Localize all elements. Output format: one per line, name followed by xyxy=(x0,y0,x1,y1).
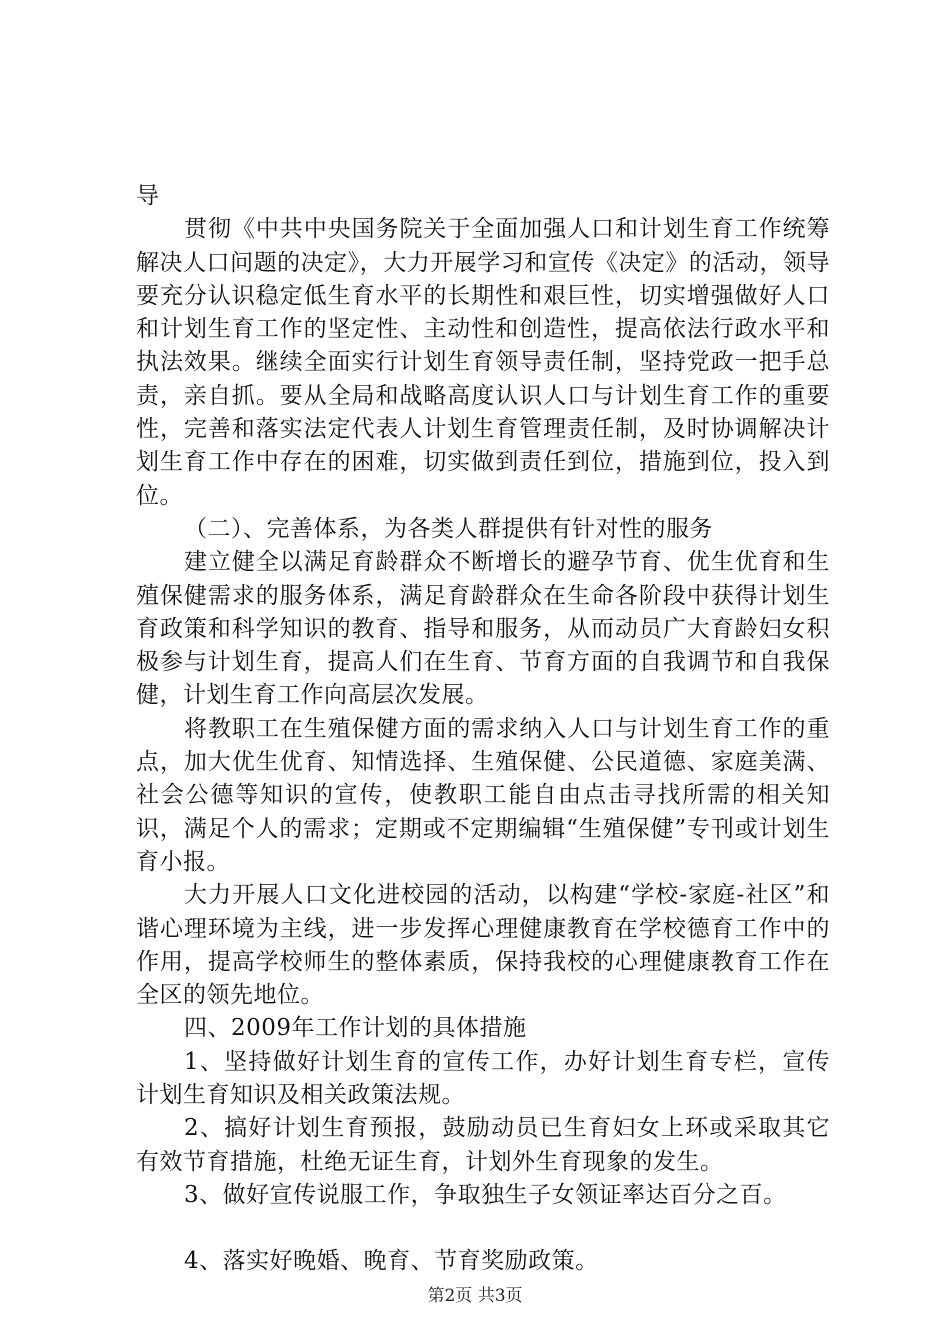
list-item-2: 2、搞好计划生育预报，鼓励动员已生育妇女上环或采取其它有效节育措施，杜绝无证生育，计划外生育现象的发生。 xyxy=(136,1115,830,1175)
paragraph-fragment: 导 xyxy=(136,183,160,209)
section-heading-service-system: （二）、完善体系，为各类人群提供有针对性的服务 xyxy=(184,515,713,542)
document-body xyxy=(136,180,830,1279)
paragraph-population-culture: 大力开展人口文化进校园的活动，以构建“学校-家庭-社区”和谐心理环境为主线，进一步发挥心理健康教育在学校德育工作中的作用，提高学校师生的整体素质，保持我校的心理健康教育工作在全区的领先地位。 xyxy=(136,882,830,1009)
page-number: 第2页 共3页 xyxy=(427,1286,523,1306)
list-item-1: 1、坚持做好计划生育的宣传工作，办好计划生育专栏，宣传计划生育知识及相关政策法规。 xyxy=(136,1048,830,1109)
paragraph-service-system: 建立健全以满足育龄群众不断增长的避孕节育、优生优育和生殖保健需求的服务体系，满足育龄群众在生命各阶段中获得计划生育政策和科学知识的教育、指导和服务，从而动员广大育龄妇女积极参与计划生育，提高人们在生育、节育方面的自我调节和自我保健，计划生育工作向高层次发展。 xyxy=(136,549,830,709)
section-heading-2009-measures: 四、2009年工作计划的具体措施 xyxy=(184,1015,527,1042)
page-footer xyxy=(0,1281,950,1306)
list-item-4: 4、落实好晚婚、晚育、节育奖励政策。 xyxy=(184,1248,599,1275)
paragraph-staff-health-needs: 将教职工在生殖保健方面的需求纳入人口与计划生育工作的重点，加大优生优育、知情选择、生殖保健、公民道德、家庭美满、社会公德等知识的宣传，使教职工能自由点击寻找所需的相关知识，满足个人的需求；定期或不定期编辑“生殖保健”专刊或计划生育小报。 xyxy=(136,715,830,875)
list-item-3: 3、做好宣传说服工作，争取独生子女领证率达百分之百。 xyxy=(184,1181,787,1208)
paragraph-decision-study: 贯彻《中共中央国务院关于全面加强人口和计划生育工作统筹解决人口问题的决定》，大力开展学习和宣传《决定》的活动，领导要充分认识稳定低生育水平的长期性和艰巨性，切实增强做好人口和计划生育工作的坚定性、主动性和创造性，提高依法行政水平和执法效果。继续全面实行计划生育领导责任制，坚持党政一把手总责，亲自抓。要从全局和战略高度认识人口与计划生育工作的重要性，完善和落实法定代表人计划生育管理责任制，及时协调解决计划生育工作中存在的困难，切实做到责任到位，措施到位，投入到位。 xyxy=(136,216,830,509)
